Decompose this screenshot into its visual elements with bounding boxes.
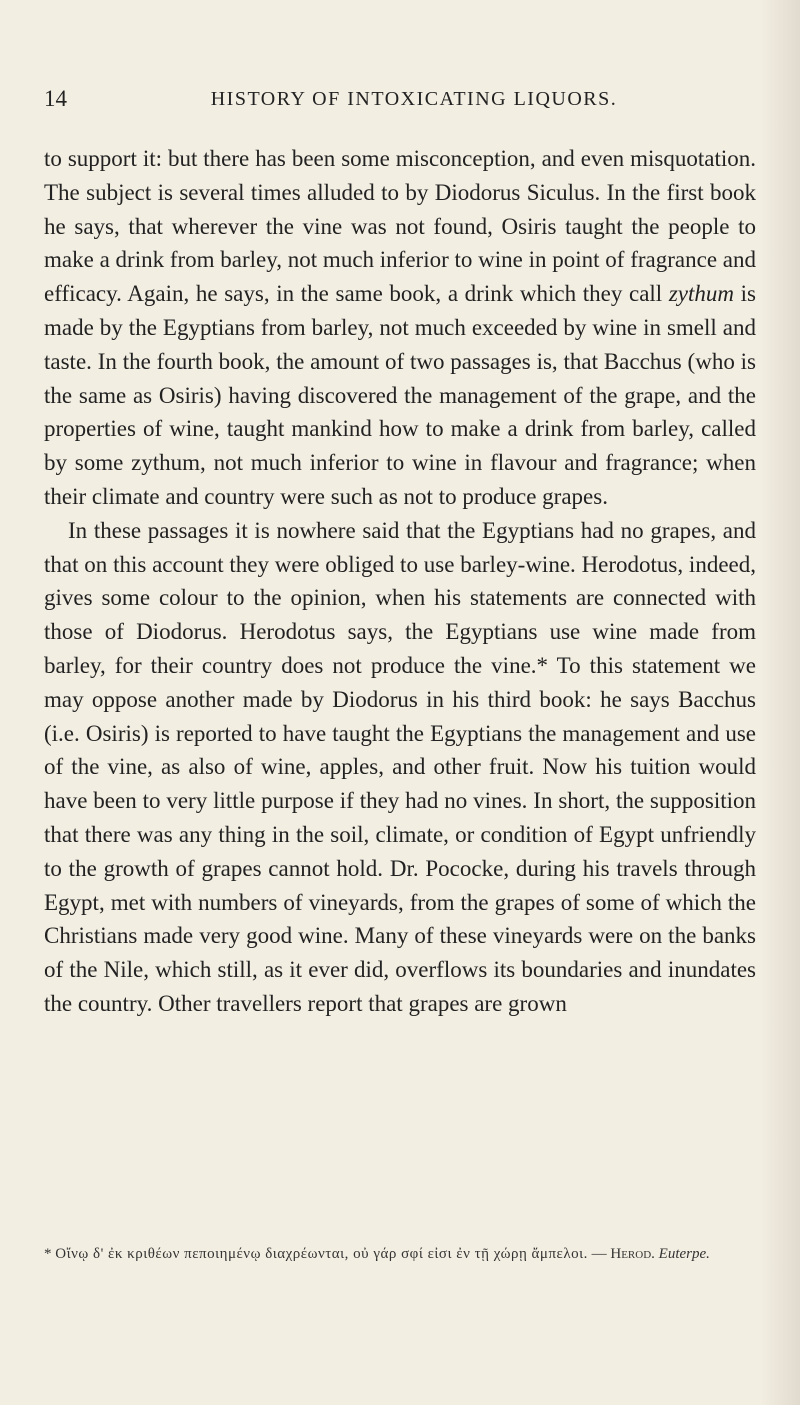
paragraph-2: In these passages it is nowhere said that the Egyptians had no grapes, and that on this account they were obliged to use barley-wine. Herodotus, indeed, gives some colour to the opinion, when his statements are connected with those of Diodorus. Herodotus says, the Egyptians use wine made from barley, for their country does not produce the vine.* To this statement we may oppose another made by Diodorus in his third book: he says Bacchus (i.e. Osiris) is reported to have taught the Egyptians the management and use of the vine, as also of wine, apples, and other fruit. Now his tuition would have been to very little purpose if they had no vines. In short, the supposition that there was any thing in the soil, climate, or condition of Egypt unfriendly to the growth of grapes cannot hold. Dr. Pococke, during his travels through Egypt, met with numbers of vineyards, from the grapes of some of which the Christians made very good wine. Many of these vineyards were on the banks of the Nile, which still, as it ever did, overflows its boundaries and inundates the country. Other travellers report that grapes are grown [44,517,756,1016]
running-title: HISTORY OF INTOXICATING LIQUORS. [210,88,618,110]
text-run: is made by the Egyptians from barley, not much exceeded by wine in smell and taste. In the fourth book, the amount of two passages is, that Bacchus (who is the same as Osiris) having discovered the management of the grape, and the properties of wine, taught mankind how to make a drink from barley, called by some zythum, not much inferior to wine in flavour and fragrance; when their climate and country were such as not to produce grapes. [44,281,757,509]
running-header [44,86,754,126]
footnote-greek-quote: Οἴνῳ δ' ἐκ κριθέων πεποιημένῳ διαχρέωνται, οὐ γάρ σφί εἰσι ἐν τῇ χώρῃ ἄμπελοι. [55,1246,588,1262]
paragraph-1 [44,142,756,514]
italic-term: zythum [668,281,735,307]
page-edge-shadow [760,0,800,1405]
footnote [44,1244,756,1264]
body-text [44,142,756,1021]
footnote-source: Herod. [610,1246,655,1262]
footnote-book: Euterpe. [654,1246,710,1262]
footnote-marker: * [44,1246,52,1262]
text-run: to support it: but there has been some misconception, and even misquotation. The subject is several times alluded to by Diodorus Siculus. In the first book he says, that wherever the vine was not found, Osiris taught the people to make a drink from barley, not much inferior to wine in point of fragrance and efficacy. Again, he says, in the same book, a drink which they call [44,146,756,307]
footnote-dash: — [587,1246,611,1262]
page-number: 14 [44,86,67,111]
